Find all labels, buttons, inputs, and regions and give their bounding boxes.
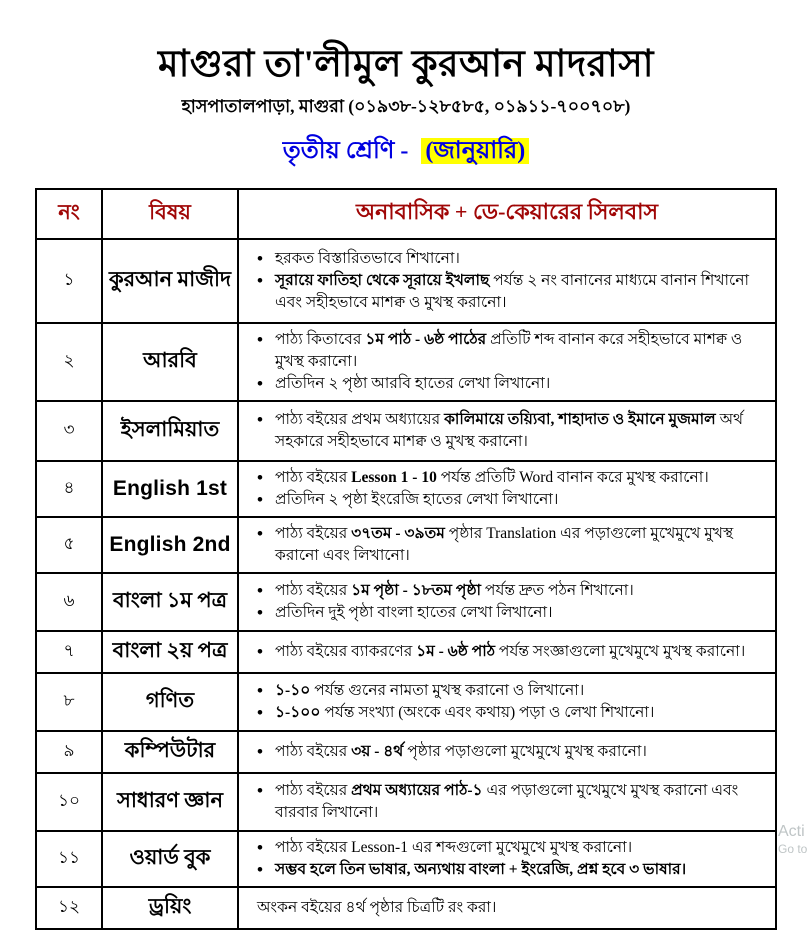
bullet-list	[253, 837, 767, 881]
address-phone-line: হাসপাতালপাড়া, মাগুরা (০১৯৩৮-১২৮৫৮৫, ০১৯১১-৭০০৭০৮)	[181, 95, 631, 116]
bullet-list	[253, 741, 767, 763]
bullet-list	[253, 409, 767, 453]
content-cell	[238, 401, 776, 461]
syllabus-table-body	[36, 239, 776, 929]
bullet-list	[253, 641, 767, 663]
subject-cell: ইসলামিয়াত	[102, 401, 238, 461]
table-row	[36, 461, 776, 517]
subject-cell: ড্রয়িং	[102, 887, 238, 929]
bullet-item	[253, 467, 767, 489]
bullet-item	[253, 702, 767, 724]
bold-text-segment: প্রথম অধ্যায়ের পাঠ-১	[351, 781, 483, 799]
bold-text-segment: ১ম পাঠ - ৬ষ্ঠ পাঠের	[365, 330, 487, 348]
row-number-cell: ৫	[36, 517, 102, 573]
bullet-item	[253, 602, 767, 624]
bullet-item	[253, 373, 767, 395]
table-row	[36, 773, 776, 831]
bullet-item	[253, 741, 767, 763]
row-number-cell: ৮	[36, 673, 102, 731]
text-segment: এর পড়াগুলো মুখেমুখে মুখস্থ করানো এবং বারবার লিখানো।	[275, 781, 739, 821]
text-segment: পাঠ্য বইয়ের Lesson-1 এর শব্দগুলো মুখেমুখে মুখস্থ করানো।	[275, 838, 633, 856]
row-number-cell: ১০	[36, 773, 102, 831]
bullet-item	[253, 580, 767, 602]
text-segment: পর্যন্ত ২ নং বানানের মাধ্যমে বানান শিখানো এবং সহীহভাবে মাশক্ব ও মুখস্থ করানো।	[275, 271, 749, 311]
text-segment: পর্যন্ত গুনের নামতা মুখস্থ করানো ও লিখানো।	[310, 681, 585, 699]
content-cell	[238, 517, 776, 573]
column-header-number: নং	[36, 189, 102, 239]
content-cell	[238, 773, 776, 831]
text-segment: প্রতিটি শব্দ বানান করে সহীহভাবে মাশক্ব ও মুখস্থ করানো।	[275, 330, 743, 370]
content-cell	[238, 673, 776, 731]
syllabus-table	[35, 188, 777, 930]
bold-text-segment: সূরায়ে ফাতিহা থেকে সূরায়ে ইখলাছ	[275, 271, 490, 289]
bullet-item	[253, 489, 767, 511]
bold-text-segment: সম্ভব হলে তিন ভাষার, অন্যথায় বাংলা + ইংরেজি, প্রশ্ন হবে ৩ ভাষার।	[275, 860, 687, 878]
content-cell	[238, 573, 776, 631]
subject-cell: English 1st	[102, 461, 238, 517]
subject-cell: গণিত	[102, 673, 238, 731]
content-cell	[238, 239, 776, 323]
windows-activation-watermark	[778, 822, 807, 857]
row-number-cell: ৩	[36, 401, 102, 461]
syllabus-table-header	[36, 189, 776, 239]
bullet-list	[253, 897, 767, 919]
content-cell	[238, 323, 776, 401]
bullet-list	[253, 580, 767, 624]
row-number-cell: ১১	[36, 831, 102, 887]
text-segment: অংকন বইয়ের ৪র্থ পৃষ্ঠার চিত্রটি রং করা।	[257, 898, 497, 916]
row-number-cell: ২	[36, 323, 102, 401]
bold-text-segment: ১-১০	[275, 681, 311, 699]
subject-cell: কুরআন মাজীদ	[102, 239, 238, 323]
text-segment: প্রতিদিন ২ পৃষ্ঠা আরবি হাতের লেখা লিখানো।	[275, 374, 551, 392]
bullet-item	[253, 409, 767, 453]
bullet-item	[253, 859, 767, 881]
row-number-cell: ৭	[36, 631, 102, 673]
text-segment: পর্যন্ত সংখ্যা (অংকে এবং কথায়) পড়া ও লেখা শিখানো।	[320, 703, 655, 721]
subject-cell: কম্পিউটার	[102, 731, 238, 773]
bold-text-segment: ১ম পৃষ্ঠা - ১৮তম পৃষ্ঠা	[351, 581, 482, 599]
madrasa-title: মাগুরা তা'লীমুল কুরআন মাদরাসা	[158, 44, 654, 85]
table-row	[36, 573, 776, 631]
text-segment: পৃষ্ঠার Translation এর পড়াগুলো মুখেমুখে মুখস্থ করানো এবং লিখানো।	[275, 524, 734, 564]
table-row	[36, 831, 776, 887]
bullet-list	[253, 329, 767, 395]
subject-cell: আরবি	[102, 323, 238, 401]
text-segment: হরকত বিস্তারিতভাবে শিখানো।	[275, 249, 460, 267]
table-row	[36, 517, 776, 573]
table-row	[36, 401, 776, 461]
text-segment: পাঠ্য বইয়ের	[275, 742, 352, 760]
bullet-item	[253, 270, 767, 314]
bullet-item	[253, 780, 767, 824]
text-segment: প্রতিদিন দুই পৃষ্ঠা বাংলা হাতের লেখা লিখানো।	[275, 603, 553, 621]
text-segment: পাঠ্য বইয়ের ব্যাকরণের	[275, 642, 417, 660]
bullet-list	[253, 780, 767, 824]
text-segment: পাঠ্য কিতাবের	[275, 330, 366, 348]
bullet-list	[253, 248, 767, 314]
subject-cell: বাংলা ১ম পত্র	[102, 573, 238, 631]
bullet-item	[253, 641, 767, 663]
row-number-cell: ৪	[36, 461, 102, 517]
bold-text-segment: কালিমায়ে তয়্যিবা, শাহাদাত ও ইমানে মুজমাল	[444, 410, 716, 428]
text-segment: পাঠ্য বইয়ের প্রথম অধ্যায়ের	[275, 410, 445, 428]
text-segment: পাঠ্য বইয়ের	[275, 581, 352, 599]
bold-text-segment: ৩য় - ৪র্থ	[351, 742, 404, 760]
bullet-item	[253, 897, 767, 919]
bullet-item	[253, 680, 767, 702]
row-number-cell: ১	[36, 239, 102, 323]
text-segment: পর্যন্ত সংজ্ঞাগুলো মুখেমুখে মুখস্থ করানো।	[495, 642, 746, 660]
table-row	[36, 239, 776, 323]
content-cell	[238, 631, 776, 673]
bullet-list	[253, 523, 767, 567]
table-row	[36, 731, 776, 773]
text-segment: প্রতিদিন ২ পৃষ্ঠা ইংরেজি হাতের লেখা লিখানো।	[275, 490, 559, 508]
bullet-item	[253, 523, 767, 567]
bold-text-segment: Lesson 1 - 10	[351, 468, 437, 486]
document-header	[0, 0, 812, 172]
bullet-list	[253, 680, 767, 724]
row-number-cell: ১২	[36, 887, 102, 929]
row-number-cell: ৯	[36, 731, 102, 773]
subject-cell: বাংলা ২য় পত্র	[102, 631, 238, 673]
text-segment: পাঠ্য বইয়ের	[275, 468, 352, 486]
watermark-line-1: Acti	[778, 823, 805, 840]
text-segment: পাঠ্য বইয়ের	[275, 781, 352, 799]
text-segment: পাঠ্য বইয়ের	[275, 524, 352, 542]
table-row	[36, 887, 776, 929]
class-month-line	[0, 132, 812, 172]
text-segment: পর্যন্ত দ্রুত পঠন শিখানো।	[481, 581, 634, 599]
table-row	[36, 673, 776, 731]
text-segment: পৃষ্ঠার পড়াগুলো মুখেমুখে মুখস্থ করানো।	[403, 742, 647, 760]
subject-cell: ওয়ার্ড বুক	[102, 831, 238, 887]
bullet-item	[253, 248, 767, 270]
text-segment: অর্থ সহকারে সহীহভাবে মাশক্ব ও মুখস্থ করানো।	[275, 410, 744, 450]
row-number-cell: ৬	[36, 573, 102, 631]
content-cell	[238, 831, 776, 887]
subject-cell: English 2nd	[102, 517, 238, 573]
bullet-item	[253, 837, 767, 859]
header-row	[36, 189, 776, 239]
content-cell	[238, 731, 776, 773]
column-header-syllabus: অনাবাসিক + ডে-কেয়ারের সিলবাস	[238, 189, 776, 239]
content-cell	[238, 887, 776, 929]
bold-text-segment: ১-১০০	[275, 703, 321, 721]
content-cell	[238, 461, 776, 517]
watermark-line-2: Go to	[778, 842, 808, 856]
bold-text-segment: ১ম - ৬ষ্ঠ পাঠ	[416, 642, 496, 660]
text-segment: পর্যন্ত প্রতিটি Word বানান করে মুখস্থ করানো।	[436, 468, 709, 486]
class-name-label: তৃতীয় শ্রেণি -	[282, 137, 409, 164]
bold-text-segment: ৩৭তম - ৩৯তম	[351, 524, 445, 542]
bullet-list	[253, 467, 767, 511]
month-highlight-label: (জানুয়ারি)	[421, 138, 529, 164]
bullet-item	[253, 329, 767, 373]
table-row	[36, 631, 776, 673]
subject-cell: সাধারণ জ্ঞান	[102, 773, 238, 831]
column-header-subject: বিষয়	[102, 189, 238, 239]
table-row	[36, 323, 776, 401]
